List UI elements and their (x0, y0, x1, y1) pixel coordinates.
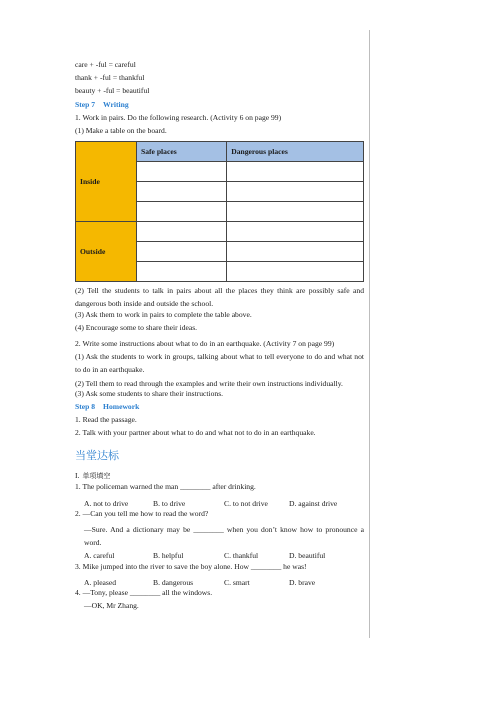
step7-item2a: (1) Ask the students to work in groups, talking about what to tell everyone to do and what not to do in an earthquake. (75, 352, 364, 375)
step8-item2: 2. Talk with your partner about what to do and what not to do in an earthquake. (75, 428, 316, 438)
question-4-reply: —OK, Mr Zhang. (84, 601, 139, 611)
suffix-example: thank + -ful = thankful (75, 73, 145, 83)
step7-label: Step 7 (75, 99, 96, 109)
margin-rule (369, 30, 370, 638)
row-header-outside: Outside (76, 222, 137, 282)
option: D. beautiful (289, 551, 326, 561)
row-header-inside: Inside (76, 142, 137, 222)
table-cell (137, 182, 227, 202)
step7-item1b: (2) Tell the students to talk in pairs about all the places they think are possibly safe and dangerous both inside and outside the school. (75, 286, 364, 309)
option: B. to drive (153, 498, 186, 508)
option: D. brave (289, 577, 316, 587)
option: C. thankful (224, 551, 259, 561)
question-4-stem: 4. —Tony, please ________ all the windows. (75, 588, 213, 597)
option: C. smart (224, 577, 250, 587)
step7-item1c: (3) Ask them to work in pairs to complete the table above. (75, 309, 252, 319)
table-cell (227, 222, 364, 242)
step8-title: Homework (103, 401, 140, 411)
table-cell (137, 222, 227, 242)
research-table (75, 141, 364, 282)
practice-heading: 当堂达标 (75, 449, 119, 463)
step7-title: Writing (103, 99, 129, 109)
option: A. pleased (84, 577, 117, 587)
table-cell (137, 162, 227, 182)
col-header-safe: Safe places (137, 142, 227, 162)
suffix-example: care + -ful = careful (75, 60, 136, 69)
table-cell (227, 262, 364, 282)
option: B. helpful (153, 551, 184, 561)
table-cell (227, 162, 364, 182)
table-cell (227, 182, 364, 202)
question-3-stem: 3. Mike jumped into the river to save the boy alone. How ________ he was! (75, 561, 307, 571)
step7-item1d: (4) Encourage some to share their ideas. (75, 322, 198, 332)
table-header-row (76, 142, 364, 162)
section-title (75, 469, 364, 483)
option: B. dangerous (153, 577, 194, 587)
option: D. against drive (289, 498, 338, 508)
suffix-example: beauty + -ful = beautiful (75, 86, 150, 96)
step7-item2: 2. Write some instructions about what to do in an earthquake. (Activity 7 on page 99) (75, 338, 335, 348)
question-1-stem: 1. The policeman warned the man ________ after drinking. (75, 482, 256, 492)
page-content (75, 61, 364, 615)
table-cell (137, 242, 227, 262)
step7-item2b: (2) Tell them to read through the examples and write their own instructions individually. (75, 378, 343, 388)
question-2-options (75, 549, 364, 562)
option: A. not to drive (84, 498, 129, 508)
section-name: 单项填空 (82, 472, 111, 481)
table-cell (227, 242, 364, 262)
question-1-options (75, 497, 364, 510)
step7-item1: 1. Work in pairs. Do the following research. (Activity 6 on page 99) (75, 112, 282, 122)
question-2-stem: 2. —Can you tell me how to read the word? (75, 508, 209, 518)
table-cell (137, 202, 227, 222)
option: C. to not drive (224, 498, 268, 508)
step7-item2c: (3) Ask some students to share their instructions. (75, 388, 224, 398)
question-2-reply: —Sure. And a dictionary may be ________ when you don’t know how to pronounce a word. (84, 525, 364, 548)
step7-heading (75, 101, 364, 114)
table-cell (227, 202, 364, 222)
step8-label: Step 8 (75, 401, 96, 411)
step8-item1: 1. Read the passage. (75, 415, 137, 425)
table-row (76, 222, 364, 242)
table-cell (137, 262, 227, 282)
col-header-dangerous: Dangerous places (227, 142, 364, 162)
step7-item1a: (1) Make a table on the board. (75, 125, 167, 135)
section-number: I. (75, 471, 80, 481)
option: A. careful (84, 551, 115, 561)
